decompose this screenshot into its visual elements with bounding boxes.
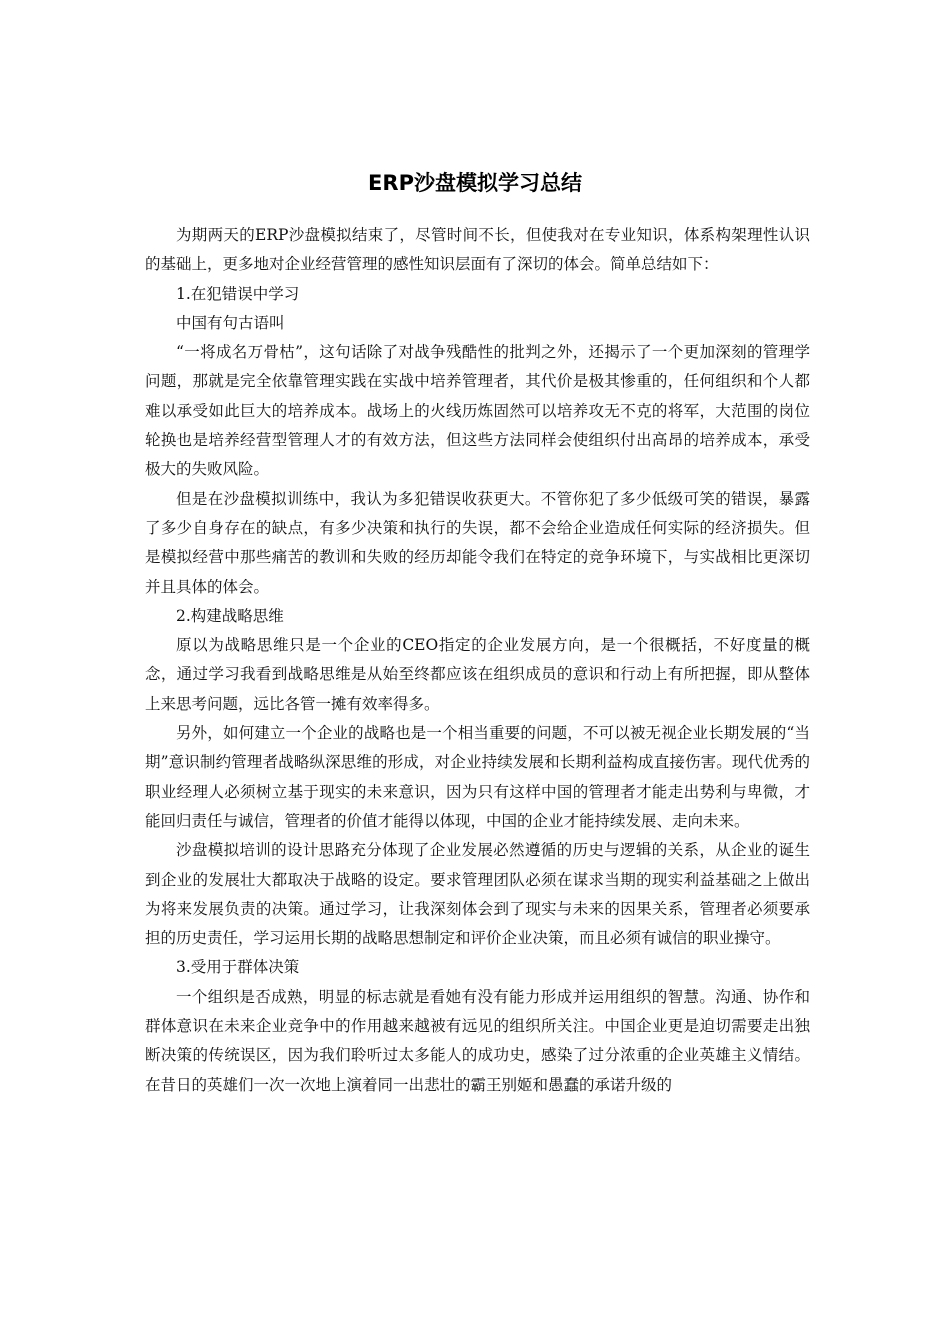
paragraph: 但是在沙盘模拟训练中，我认为多犯错误收获更大。不管你犯了多少低级可笑的错误，暴露了多少自身存在的缺点，有多少决策和执行的失误，都不会给企业造成任何实际的经济损失。但是模拟经营中那些痛苦的教训和失败的经历却能令我们在特定的竞争环境下，与实战相比更深切并且具体的体会。 bbox=[145, 489, 810, 596]
paragraph: 另外，如何建立一个企业的战略也是一个相当重要的问题，不可以被无视企业长期发展的“当期”意识制约管理者战略纵深思维的形成，对企业持续发展和长期利益构成直接伤害。现代优秀的职业经理人必须树立基于现实的未来意识，因为只有这样中国的管理者才能走出势利与卑微，才能回归责任与诚信，管理者的价值才能得以体现，中国的企业才能持续发展、走向未来。 bbox=[145, 724, 810, 830]
paragraph: 一个组织是否成熟，明显的标志就是看她有没有能力形成并运用组织的智慧。沟通、协作和群体意识在未来企业竞争中的作用越来越被有远见的组织所关注。中国企业更是迫切需要走出独断决策的传统误区，因为我们聆听过太多能人的成功史，感染了过分浓重的企业英雄主义情结。在昔日的英雄们一次一次地上演着同一出悲壮的霸王别姬和愚蠢的承诺升级的 bbox=[145, 987, 810, 1094]
section-heading-2: 2.构建战略思维 bbox=[176, 606, 284, 625]
paragraph: “一将成名万骨枯”，这句话除了对战争残酷性的批判之外，还揭示了一个更加深刻的管理学问题，那就是完全依靠管理实践在实战中培养管理者，其代价是极其惨重的，任何组织和个人都难以承受如此巨大的培养成本。战场上的火线历炼固然可以培养攻无不克的将军，大范围的岗位轮换也是培养经营型管理人才的有效方法，但这些方法同样会使组织付出高昂的培养成本，承受极大的失败风险。 bbox=[145, 343, 810, 479]
paragraph-intro: 为期两天的ERP沙盘模拟结束了，尽管时间不长，但使我对在专业知识，体系构架理性认识的基础上，更多地对企业经营管理的感性知识层面有了深切的体会。简单总结如下： bbox=[145, 226, 810, 274]
section-heading-3: 3.受用于群体决策 bbox=[176, 958, 300, 977]
paragraph: 中国有句古语叫 bbox=[176, 313, 285, 332]
document-body bbox=[145, 221, 810, 1100]
document-title: ERP沙盘模拟学习总结 bbox=[368, 171, 582, 195]
paragraph: 原以为战略思维只是一个企业的CEO指定的企业发展方向，是一个很概括，不好度量的概念，通过学习我看到战略思维是从始至终都应该在组织成员的意识和行动上有所把握，即从整体上来思考问题，远比各管一摊有效率得多。 bbox=[145, 636, 810, 713]
paragraph: 沙盘模拟培训的设计思路充分体现了企业发展必然遵循的历史与逻辑的关系，从企业的诞生到企业的发展壮大都取决于战略的设定。要求管理团队必须在谋求当期的现实利益基础之上做出为将来发展负责的决策。通过学习，让我深刻体会到了现实与未来的因果关系，管理者必须要承担的历史责任，学习运用长期的战略思想制定和评价企业决策，而且必须有诚信的职业操守。 bbox=[145, 841, 810, 948]
section-heading-1: 1.在犯错误中学习 bbox=[176, 284, 300, 303]
